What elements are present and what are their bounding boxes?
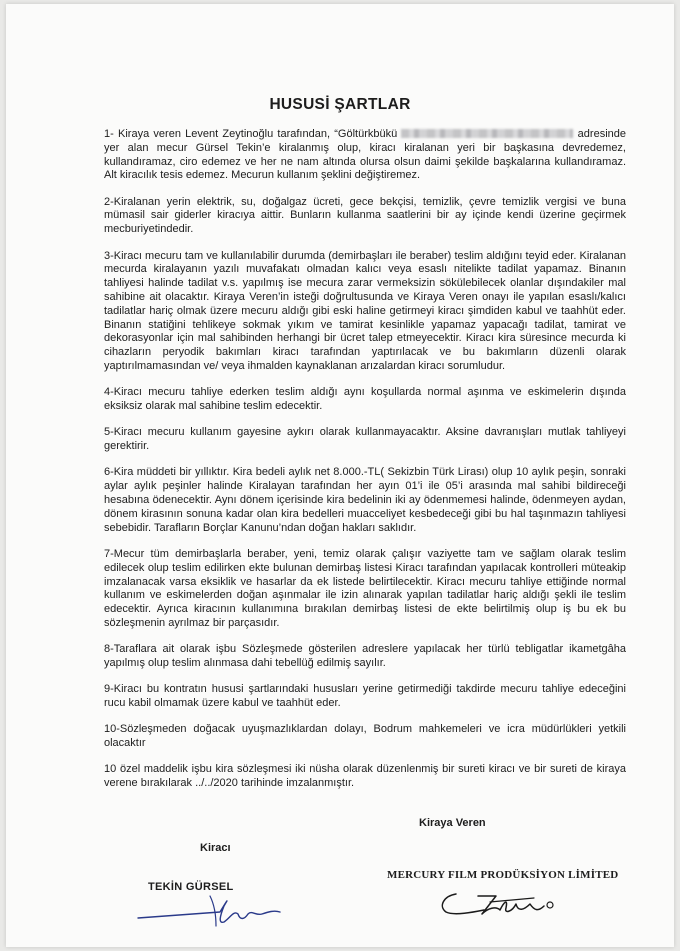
tenant-name: TEKİN GÜRSEL — [148, 881, 234, 893]
clause-4: 4-Kiracı mecuru tahliye ederken teslim aldığı aynı koşullarda normal aşınma ve eskimelerin dışında eksiksiz olarak mal sahibine teslim edecektir. — [104, 386, 626, 413]
clause-1 — [104, 128, 626, 183]
redacted-address — [401, 129, 573, 138]
lessor-company-name: MERCURY FILM PRODÜKSİYON LİMİTED — [387, 869, 619, 881]
document-body — [104, 128, 626, 804]
clause-5: 5-Kiracı mecuru kullanım gayesine aykırı olarak kullanmayacaktır. Aksine davranışları mutlak tahliyeyi gerektirir. — [104, 426, 626, 453]
clause-7: 7-Mecur tüm demirbaşlarla beraber, yeni, temiz olarak çalışır vaziyette tam ve sağlam olarak teslim edilecek olup teslim edilirken ekte bulunan demirbaş listesi Kiracı tarafından yapılacak kontrolleri müteakip imzalanacak varsa eksiklik ve hasarlar da ek listede belirtilecektir. Kiracı mecuru tahliye ettiğinde normal kullanım ve eskimelerden doğan aşınmalar ile izin alınarak yapılan tadilatlar hariç aldığı şekli ile teslim edecektir. Ayrıca kiracının kullanımına bırakılan demirbaş listesi de ekte belirtilmiş olup iş bu ek bu sözleşmenin ayrılmaz bir parçasıdır. — [104, 547, 626, 629]
clause-10: 10-Sözleşmeden doğacak uyuşmazlıklardan dolayı, Bodrum mahkemeleri ve icra müdürlükleri yetkili olacaktır — [104, 723, 626, 750]
clause-1-text-before: 1- Kiraya veren Levent Zeytinoğlu tarafından, “Göltürkbükü — [104, 128, 402, 140]
tenant-label: Kiracı — [200, 842, 231, 854]
lessor-label: Kiraya Veren — [419, 817, 486, 829]
tenant-signature — [134, 892, 284, 932]
closing-statement: 10 özel maddelik işbu kira sözleşmesi iki nüsha olarak düzenlenmiş bir sureti kiracı ve bir sureti de kiraya verene bırakılarak ../../2020 tarihinde imzalanmıştır. — [104, 763, 626, 790]
clause-9: 9-Kiracı bu kontratın hususi şartlarındaki hususları yerine getirmediği takdirde mecuru tahliye edeceğini rucu kabil olmamak üzere kabul ve taahhüt eder. — [104, 683, 626, 710]
document-page — [6, 4, 674, 947]
clause-3: 3-Kiracı mecuru tam ve kullanılabilir durumda (demirbaşları ile beraber) teslim aldığını teyid eder. Kiralanan mecurda kiralayanın yazılı muvafakatı olmadan kalıcı veya esaslı nitelikte tadilat yapamaz. Binanın tahliyesi halinde tadilat v.s. yapılmış ise mecura zarar vermeksizin sökülebilecek olanlar dışındakiler mal sahibine ait olacaktır. Kiraya Veren’in isteği doğrultusunda ve Kiraya Veren onayı ile yapılan esaslı/kalıcı tadilatlar hariç olmak üzere mecuru aldığı gibi eski haline getirmeyi kiracı şimdiden kabul ve taahhüt eder. Binanın statiğini tehlikeye sokmak yıkım ve tamirat kesinlikle yapamaz yapacağı tadilat, tamirat ve dekorasyonlar için mal sahibinden herhangi bir ücret talep etmeyecektir. Kiracı kira süresince mecurda ki cihazların peryodik bakımları kiracı tarafından yaptırılacak ve bu bakımların düzenli olarak yaptırılmamasından ve/ veya ihmalden kaynaklanan arızalardan kiracı sorumludur. — [104, 249, 626, 372]
document-title: HUSUSİ ŞARTLAR — [269, 96, 411, 113]
clause-6: 6-Kira müddeti bir yıllıktır. Kira bedeli aylık net 8.000.-TL( Sekizbin Türk Lirası) olup 10 aylık peşin, sonraki aylar aylık peşinler halinde Kiralayan tarafından her ayın 01’i ile 05’i arasında mal sahibi bildireceği hesabına ödenecektir. Aynı dönem içerisinde kira bedelinin iki ay ödenmemesi halinde, ödenmeyen aydan, dönem kirasının sonuna kadar olan kira bedelleri muacceliyet kesbedeceği gibi bu hal taşınmazın tahliyesi sebebidir. Tarafların Borçlar Kanunu’ndan doğan hakları saklıdır. — [104, 466, 626, 534]
lessor-signature — [434, 888, 564, 922]
clause-8: 8-Taraflara ait olarak işbu Sözleşmede gösterilen adreslere yapılacak her türlü tebligatlar ikametgâha yapılmış olup teslim alınmasa dahi tebellüğ edilmiş sayılır. — [104, 643, 626, 669]
clause-2: 2-Kiralanan yerin elektrik, su, doğalgaz ücreti, gece bekçisi, temizlik, çevre temizlik vergisi ve buna mümasil sair giderler kiracıya aittir. Bunların kullanma saatlerini bir ay içinde kendi üzerine geçirmek mecburiyetindedir. — [104, 195, 626, 236]
clause-1-text-after: adresinde yer alan mecur Gürsel Tekin’e kiralanmış olup, kiracı kiralanan yeri bir başkasına devredemez, kullandıramaz, ciro edemez ve her ne nam altında olursa olsun daimi şekilde başkalarına kullandıramaz. Alt kiracılık tesis edemez. Mecurun kullanım şeklini değiştiremez. — [104, 128, 626, 182]
